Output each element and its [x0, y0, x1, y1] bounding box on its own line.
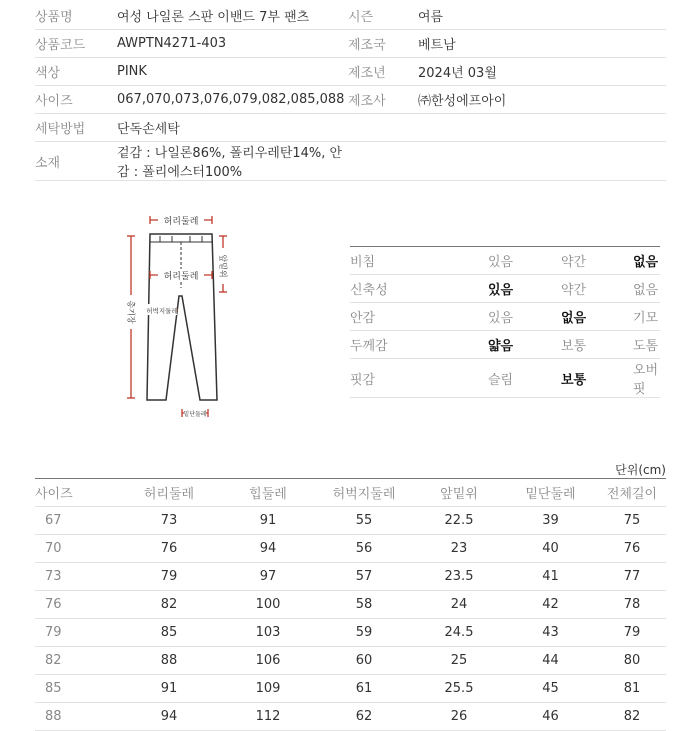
size-column-header: 허벅지둘레 — [313, 479, 415, 507]
info-label: 소재 — [35, 142, 117, 181]
hem-label: 밑단둘레 — [183, 411, 207, 418]
size-cell: 76 — [35, 591, 115, 619]
fabric-attribute-table — [350, 246, 660, 398]
attribute-name: 안감 — [350, 303, 488, 331]
size-cell: 61 — [313, 675, 415, 703]
size-cell: 100 — [223, 591, 313, 619]
size-cell: 82 — [115, 591, 223, 619]
attribute-option: 보통 — [561, 331, 633, 359]
size-cell: 76 — [598, 535, 666, 563]
pants-outline-drawing — [120, 210, 240, 425]
size-cell: 40 — [503, 535, 598, 563]
info-value: 여름 — [418, 2, 666, 30]
attribute-name: 두께감 — [350, 331, 488, 359]
attribute-option: 약간 — [561, 247, 633, 275]
size-cell: 85 — [115, 619, 223, 647]
info-row — [35, 30, 666, 58]
attribute-option: 있음 — [488, 303, 561, 331]
attribute-option: 있음 — [488, 247, 561, 275]
size-row — [35, 507, 666, 535]
info-value: 단독손세탁 — [117, 114, 348, 142]
info-label — [348, 142, 418, 181]
attribute-option: 보통 — [561, 359, 633, 398]
info-label: 사이즈 — [35, 86, 117, 114]
size-cell: 26 — [415, 703, 503, 731]
size-cell: 39 — [503, 507, 598, 535]
attribute-row — [350, 303, 660, 331]
info-label: 제조국 — [348, 30, 418, 58]
info-label: 상품코드 — [35, 30, 117, 58]
size-cell: 94 — [115, 703, 223, 731]
attribute-option: 기모 — [633, 303, 660, 331]
size-cell: 79 — [598, 619, 666, 647]
size-cell: 24 — [415, 591, 503, 619]
size-cell: 73 — [35, 563, 115, 591]
size-cell: 82 — [598, 703, 666, 731]
attribute-row — [350, 247, 660, 275]
size-cell: 59 — [313, 619, 415, 647]
size-cell: 73 — [115, 507, 223, 535]
size-header-row — [35, 479, 666, 507]
size-cell: 80 — [598, 647, 666, 675]
size-row — [35, 647, 666, 675]
info-row — [35, 2, 666, 30]
front-rise-label: 앞밑위 — [218, 254, 228, 278]
unit-label: 단위(cm) — [615, 463, 666, 477]
size-cell: 43 — [503, 619, 598, 647]
info-value: 여성 나일론 스판 이밴드 7부 팬츠 — [117, 2, 348, 30]
size-cell: 85 — [35, 675, 115, 703]
size-cell: 67 — [35, 507, 115, 535]
info-row — [35, 142, 666, 181]
size-cell: 77 — [598, 563, 666, 591]
attribute-option: 약간 — [561, 275, 633, 303]
total-length-label: 총기장 — [126, 300, 136, 324]
attribute-option: 오버핏 — [633, 359, 660, 398]
attribute-option: 슬림 — [488, 359, 561, 398]
waist-inner-label: 허리둘레 — [163, 272, 199, 282]
size-cell: 58 — [313, 591, 415, 619]
attribute-row — [350, 331, 660, 359]
size-cell: 109 — [223, 675, 313, 703]
info-row — [35, 114, 666, 142]
size-cell: 57 — [313, 563, 415, 591]
size-cell: 112 — [223, 703, 313, 731]
size-column-header: 힙둘레 — [223, 479, 313, 507]
attribute-row — [350, 359, 660, 398]
info-value: AWPTN4271-403 — [117, 30, 348, 58]
size-cell: 23 — [415, 535, 503, 563]
size-cell: 41 — [503, 563, 598, 591]
size-cell: 81 — [598, 675, 666, 703]
size-cell: 56 — [313, 535, 415, 563]
size-cell: 94 — [223, 535, 313, 563]
info-value — [418, 142, 666, 181]
info-row — [35, 58, 666, 86]
info-label: 시즌 — [348, 2, 418, 30]
info-label — [348, 114, 418, 142]
size-cell: 103 — [223, 619, 313, 647]
pants-measurement-diagram — [120, 210, 240, 425]
attribute-name: 핏감 — [350, 359, 488, 398]
info-label: 색상 — [35, 58, 117, 86]
attribute-option: 없음 — [633, 247, 660, 275]
size-cell: 44 — [503, 647, 598, 675]
info-row — [35, 86, 666, 114]
info-value: 겉감 : 나일론86%, 폴리우레탄14%, 안감 : 폴리에스터100% — [117, 142, 348, 181]
attribute-option: 없음 — [633, 275, 660, 303]
size-column-header: 앞밑위 — [415, 479, 503, 507]
info-value: 2024년 03월 — [418, 58, 666, 86]
size-cell: 106 — [223, 647, 313, 675]
size-column-header: 사이즈 — [35, 479, 115, 507]
size-chart-table — [35, 478, 666, 731]
size-cell: 97 — [223, 563, 313, 591]
size-cell: 25.5 — [415, 675, 503, 703]
info-value: 067,070,073,076,079,082,085,088 — [117, 86, 348, 114]
attribute-option: 얇음 — [488, 331, 561, 359]
size-cell: 22.5 — [415, 507, 503, 535]
info-label: 세탁방법 — [35, 114, 117, 142]
size-cell: 45 — [503, 675, 598, 703]
size-cell: 46 — [503, 703, 598, 731]
thigh-label: 허벅지둘레 — [146, 307, 178, 315]
size-cell: 55 — [313, 507, 415, 535]
size-cell: 70 — [35, 535, 115, 563]
size-cell: 79 — [35, 619, 115, 647]
info-value: PINK — [117, 58, 348, 86]
size-cell: 88 — [115, 647, 223, 675]
size-column-header: 밑단둘레 — [503, 479, 598, 507]
size-row — [35, 703, 666, 731]
info-value — [418, 114, 666, 142]
attribute-name: 신축성 — [350, 275, 488, 303]
info-label: 제조사 — [348, 86, 418, 114]
size-cell: 79 — [115, 563, 223, 591]
size-row — [35, 675, 666, 703]
info-label: 제조년 — [348, 58, 418, 86]
info-label: 상품명 — [35, 2, 117, 30]
product-info-table — [35, 2, 666, 181]
size-column-header: 전체길이 — [598, 479, 666, 507]
size-cell: 88 — [35, 703, 115, 731]
size-cell: 60 — [313, 647, 415, 675]
waist-top-label: 허리둘레 — [163, 217, 199, 227]
size-cell: 25 — [415, 647, 503, 675]
info-value: ㈜한성에프아이 — [418, 86, 666, 114]
size-cell: 42 — [503, 591, 598, 619]
size-row — [35, 591, 666, 619]
size-cell: 78 — [598, 591, 666, 619]
size-cell: 75 — [598, 507, 666, 535]
size-cell: 91 — [223, 507, 313, 535]
attribute-name: 비침 — [350, 247, 488, 275]
size-row — [35, 619, 666, 647]
attribute-row — [350, 275, 660, 303]
attribute-option: 없음 — [561, 303, 633, 331]
size-cell: 24.5 — [415, 619, 503, 647]
size-row — [35, 535, 666, 563]
size-row — [35, 563, 666, 591]
size-cell: 23.5 — [415, 563, 503, 591]
attribute-option: 도톰 — [633, 331, 660, 359]
size-cell: 76 — [115, 535, 223, 563]
size-cell: 82 — [35, 647, 115, 675]
info-value: 베트남 — [418, 30, 666, 58]
size-column-header: 허리둘레 — [115, 479, 223, 507]
size-cell: 91 — [115, 675, 223, 703]
size-cell: 62 — [313, 703, 415, 731]
attribute-option: 있음 — [488, 275, 561, 303]
